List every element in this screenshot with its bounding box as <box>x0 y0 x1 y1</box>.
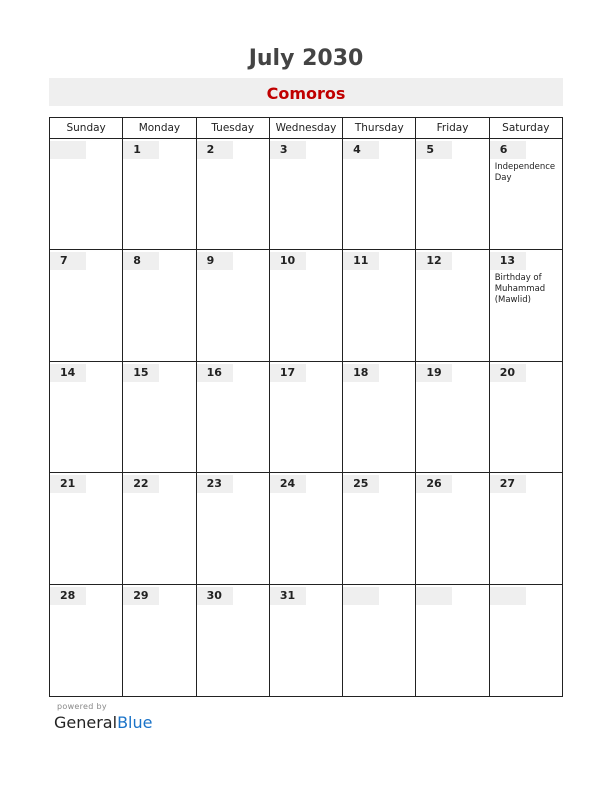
weekday-header: Monday <box>122 118 195 138</box>
week-row <box>50 473 562 584</box>
day-number: 14 <box>50 364 86 382</box>
generalblue-logo[interactable] <box>54 713 152 732</box>
day-number: 30 <box>197 587 233 605</box>
day-number: 1 <box>123 141 159 159</box>
day-number: 31 <box>270 587 306 605</box>
day-number: 2 <box>197 141 233 159</box>
day-cell <box>342 139 415 249</box>
day-number: 4 <box>343 141 379 159</box>
day-cell <box>196 585 269 696</box>
day-cell <box>415 250 488 360</box>
day-number: 13 <box>490 252 526 270</box>
holiday-label: Birthday of Muhammad (Mawlid) <box>494 273 546 306</box>
day-cell <box>342 585 415 696</box>
day-cell <box>489 473 562 583</box>
day-number: 15 <box>123 364 159 382</box>
weekday-header: Tuesday <box>196 118 269 138</box>
day-cell <box>269 362 342 472</box>
day-number: 16 <box>197 364 233 382</box>
day-cell <box>50 585 122 696</box>
day-cell <box>269 139 342 249</box>
day-cell <box>122 362 195 472</box>
day-cell <box>196 250 269 360</box>
day-number: 24 <box>270 475 306 493</box>
powered-by-label: powered by <box>57 702 107 711</box>
day-number: 11 <box>343 252 379 270</box>
day-number: 6 <box>490 141 526 159</box>
day-cell <box>50 250 122 360</box>
weekday-header: Sunday <box>66 122 106 134</box>
day-cell <box>122 139 195 249</box>
day-cell <box>50 139 122 249</box>
day-cell <box>122 250 195 360</box>
week-row <box>50 250 562 361</box>
day-cell <box>196 139 269 249</box>
day-cell <box>342 250 415 360</box>
day-cell <box>196 362 269 472</box>
day-cell <box>122 585 195 696</box>
day-cell <box>415 585 488 696</box>
day-cell <box>342 473 415 583</box>
day-number: 29 <box>123 587 159 605</box>
calendar-grid <box>49 117 563 697</box>
day-number: 26 <box>416 475 452 493</box>
day-cell <box>269 250 342 360</box>
day-number: 27 <box>490 475 526 493</box>
holiday-label: Independence Day <box>494 162 556 183</box>
day-number: 18 <box>343 364 379 382</box>
brand-blue: Blue <box>117 713 153 732</box>
country-band <box>49 78 563 106</box>
day-cell <box>489 362 562 472</box>
day-number: 22 <box>123 475 159 493</box>
day-cell <box>489 139 562 249</box>
day-number: 28 <box>50 587 86 605</box>
day-number: 23 <box>197 475 233 493</box>
day-cell <box>196 473 269 583</box>
day-number: 12 <box>416 252 452 270</box>
day-cell <box>269 585 342 696</box>
calendar-title: July 2030 <box>248 46 364 71</box>
weekday-header-row <box>50 118 562 139</box>
day-cell <box>489 250 562 360</box>
day-cell <box>50 362 122 472</box>
day-number <box>416 587 452 605</box>
weekday-header: Friday <box>415 118 488 138</box>
day-number: 3 <box>270 141 306 159</box>
weekday-header: Saturday <box>489 118 562 138</box>
day-cell <box>415 139 488 249</box>
day-cell <box>415 473 488 583</box>
day-number: 19 <box>416 364 452 382</box>
day-number <box>50 141 86 159</box>
week-row <box>50 362 562 473</box>
day-cell <box>489 585 562 696</box>
week-row <box>50 585 562 696</box>
weekday-header: Wednesday <box>269 118 342 138</box>
day-number: 5 <box>416 141 452 159</box>
brand-general: General <box>54 713 118 732</box>
day-number: 7 <box>50 252 86 270</box>
day-cell <box>269 473 342 583</box>
day-cell <box>122 473 195 583</box>
day-cell <box>50 473 122 583</box>
day-number: 10 <box>270 252 306 270</box>
weekday-header: Thursday <box>342 118 415 138</box>
day-cell <box>342 362 415 472</box>
day-number: 20 <box>490 364 526 382</box>
day-number: 17 <box>270 364 306 382</box>
country-name: Comoros <box>266 84 346 103</box>
day-number: 8 <box>123 252 159 270</box>
day-number <box>343 587 379 605</box>
day-cell <box>415 362 488 472</box>
day-number: 21 <box>50 475 86 493</box>
day-number <box>490 587 526 605</box>
day-number: 9 <box>197 252 233 270</box>
day-number: 25 <box>343 475 379 493</box>
week-row <box>50 139 562 250</box>
